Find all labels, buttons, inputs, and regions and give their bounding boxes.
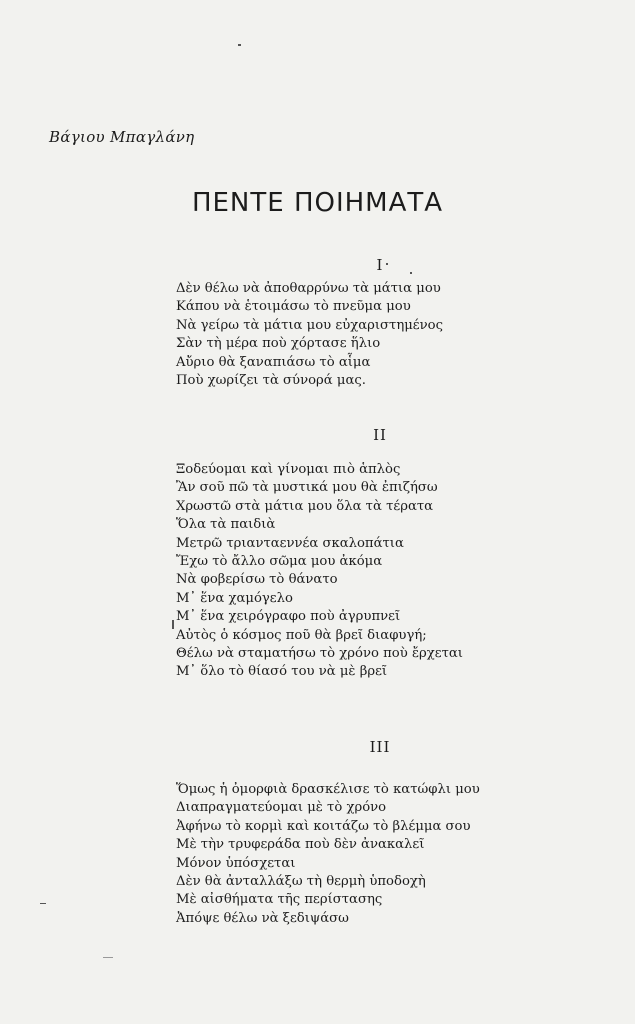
print-speck (40, 903, 46, 904)
print-speck (103, 957, 113, 958)
print-speck (238, 44, 241, 46)
poem-line: Μ᾿ ἕνα χειρόγραφο ποὺ ἀγρυπνεῖ (176, 609, 401, 625)
stanza-2 (176, 461, 463, 682)
poem-line: Δὲν θὰ ἀνταλλάξω τὴ θερμὴ ὑποδοχὴ (176, 874, 426, 890)
poem-line: Ὅλα τὰ παιδιὰ (176, 517, 276, 533)
poem-line: Μετρῶ τριανταεννέα σκαλοπάτια (176, 535, 404, 551)
poem-line: Νὰ φοβερίσω τὸ θάνατο (176, 572, 338, 588)
poem-line: Ἀφήνω τὸ κορμὶ καὶ κοιτάζω τὸ βλέμμα σου (176, 818, 471, 834)
stanza-1 (176, 280, 443, 390)
poem-line: Μὲ τὴν τρυφεράδα ποὺ δὲν ἀνακαλεῖ (176, 837, 425, 853)
section-numeral-2: II (373, 426, 387, 444)
print-speck (386, 263, 388, 265)
author-name: Βάγιου Μπαγλάνη (49, 128, 195, 146)
print-speck (172, 620, 174, 629)
poem-line: Σὰν τὴ μέρα ποὺ χόρτασε ἥλιο (176, 336, 381, 352)
print-speck (410, 272, 412, 274)
poem-line: Αὔριο θὰ ξαναπιάσω τὸ αἷμα (176, 354, 371, 370)
poem-line: Μὲ αἰσθήματα τῆς περίστασης (176, 892, 383, 908)
page-title: ΠΕΝΤΕ ΠΟΙΗΜΑΤΑ (191, 188, 444, 218)
poem-line: Μόνον ὑπόσχεται (176, 855, 296, 871)
poem-line: Ποὺ χωρίζει τὰ σύνορά μας. (176, 373, 366, 389)
section-numeral-3: III (369, 738, 391, 756)
section-numeral-1: I (376, 256, 384, 274)
poem-line: Δὲν θέλω νὰ ἀποθαρρύνω τὰ μάτια μου (176, 281, 441, 296)
poem-line: Μ᾿ ὅλο τὸ θίασό του νὰ μὲ βρεῖ (176, 664, 388, 680)
poem-line: Χρωστῶ στὰ μάτια μου ὅλα τὰ τέρατα (176, 498, 434, 514)
poem-line: Ὅμως ἡ ὀμορφιὰ δρασκέλισε τὸ κατώφλι μου (176, 782, 480, 797)
poem-line: Αὐτὸς ὁ κόσμος ποῦ θὰ βρεῖ διαφυγή; (176, 627, 427, 643)
poem-line: Ἂν σοῦ πῶ τὰ μυστικά μου θὰ ἐπιζήσω (176, 480, 438, 496)
poem-line: Κάπου νὰ ἑτοιμάσω τὸ πνεῦμα μου (176, 299, 411, 315)
poem-line: Ἔχω τὸ ἄλλο σῶμα μου ἀκόμα (176, 554, 383, 570)
poem-line: Ἀπόψε θέλω νὰ ξεδιψάσω (176, 910, 349, 926)
stanza-3 (176, 781, 480, 928)
poem-line: Ξοδεύομαι καὶ γίνομαι πιὸ ἁπλὸς (176, 462, 401, 477)
poem-line: Νὰ γείρω τὰ μάτια μου εὐχαριστημένος (176, 317, 443, 333)
poem-line: Θέλω νὰ σταματήσω τὸ χρόνο ποὺ ἔρχεται (176, 646, 463, 662)
poem-line: Μ᾿ ἕνα χαμόγελο (176, 590, 293, 606)
poem-line: Διαπραγματεύομαι μὲ τὸ χρόνο (176, 800, 387, 816)
